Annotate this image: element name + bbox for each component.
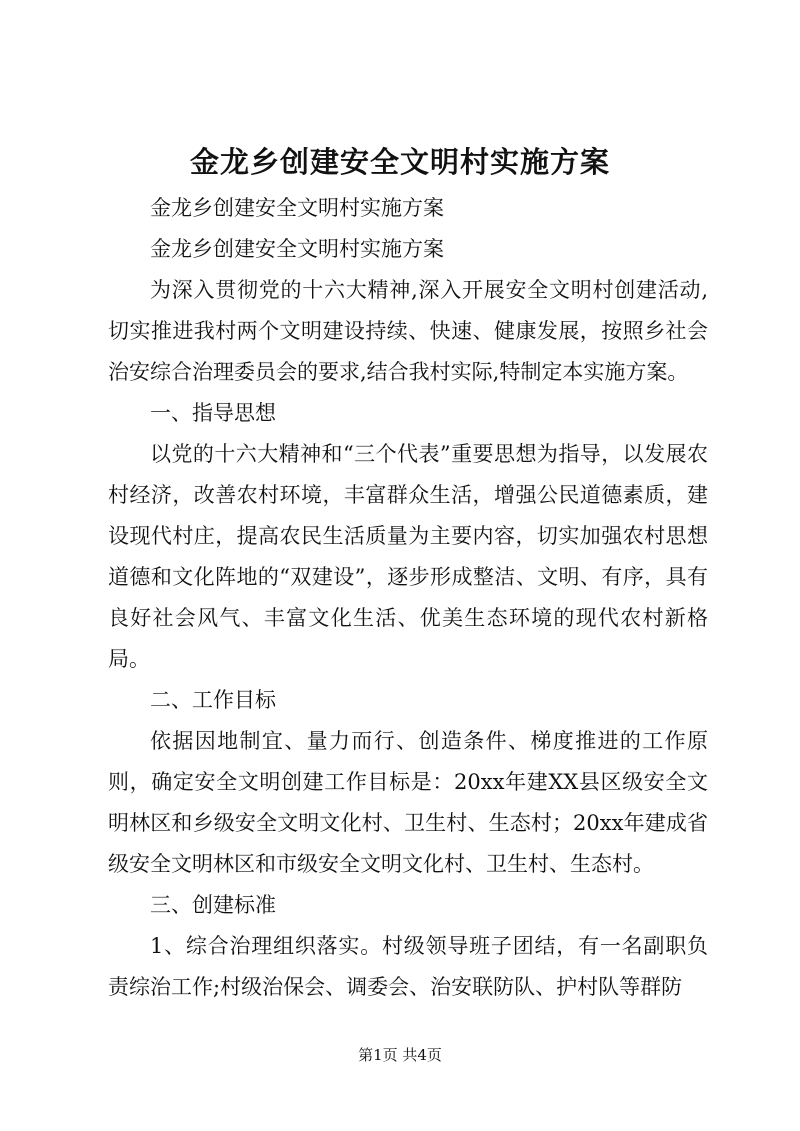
page-number-footer: 第1页 共4页 <box>358 1046 442 1064</box>
paragraph-intro: 为深入贯彻党的十六大精神,深入开展安全文明村创建活动,切实推进我村两个文明建设持续、快速、健康发展，按照乡社会治安综合治理委员会的要求,结合我村实际,特制定本实施方案。 <box>108 278 708 384</box>
paragraph-work-goals: 依据因地制宜、量力而行、创造条件、梯度推进的工作原则，确定安全文明创建工作目标是：20xx年建XX县区级安全文明林区和乡级安全文明文化村、卫生村、生态村；20xx年建成省级安全文明林区和市级安全文明文化村、卫生村、生态村。 <box>108 729 708 876</box>
document-body <box>108 188 708 1008</box>
section-heading-guiding-ideology: 一、指导思想 <box>150 401 276 425</box>
paragraph-subtitle-2: 金龙乡创建安全文明村实施方案 <box>150 237 444 261</box>
section-heading-work-goals: 二、工作目标 <box>150 688 276 712</box>
paragraph-subtitle-1: 金龙乡创建安全文明村实施方案 <box>150 196 444 220</box>
section-heading-standards: 三、创建标准 <box>150 893 276 917</box>
document-title: 金龙乡创建安全文明村实施方案 <box>189 145 610 179</box>
paragraph-guiding-ideology: 以党的十六大精神和“三个代表”重要思想为指导，以发展农村经济，改善农村环境，丰富群众生活，增强公民道德素质，建设现代村庄，提高农民生活质量为主要内容，切实加强农村思想道德和文化阵地的“双建设”，逐步形成整洁、文明、有序，具有良好社会风气、丰富文化生活、优美生态环境的现代农村新格局。 <box>108 442 708 671</box>
paragraph-standard-1: 1、综合治理组织落实。村级领导班子团结，有一名副职负责综治工作;村级治保会、调委会、治安联防队、护村队等群防 <box>108 934 708 999</box>
